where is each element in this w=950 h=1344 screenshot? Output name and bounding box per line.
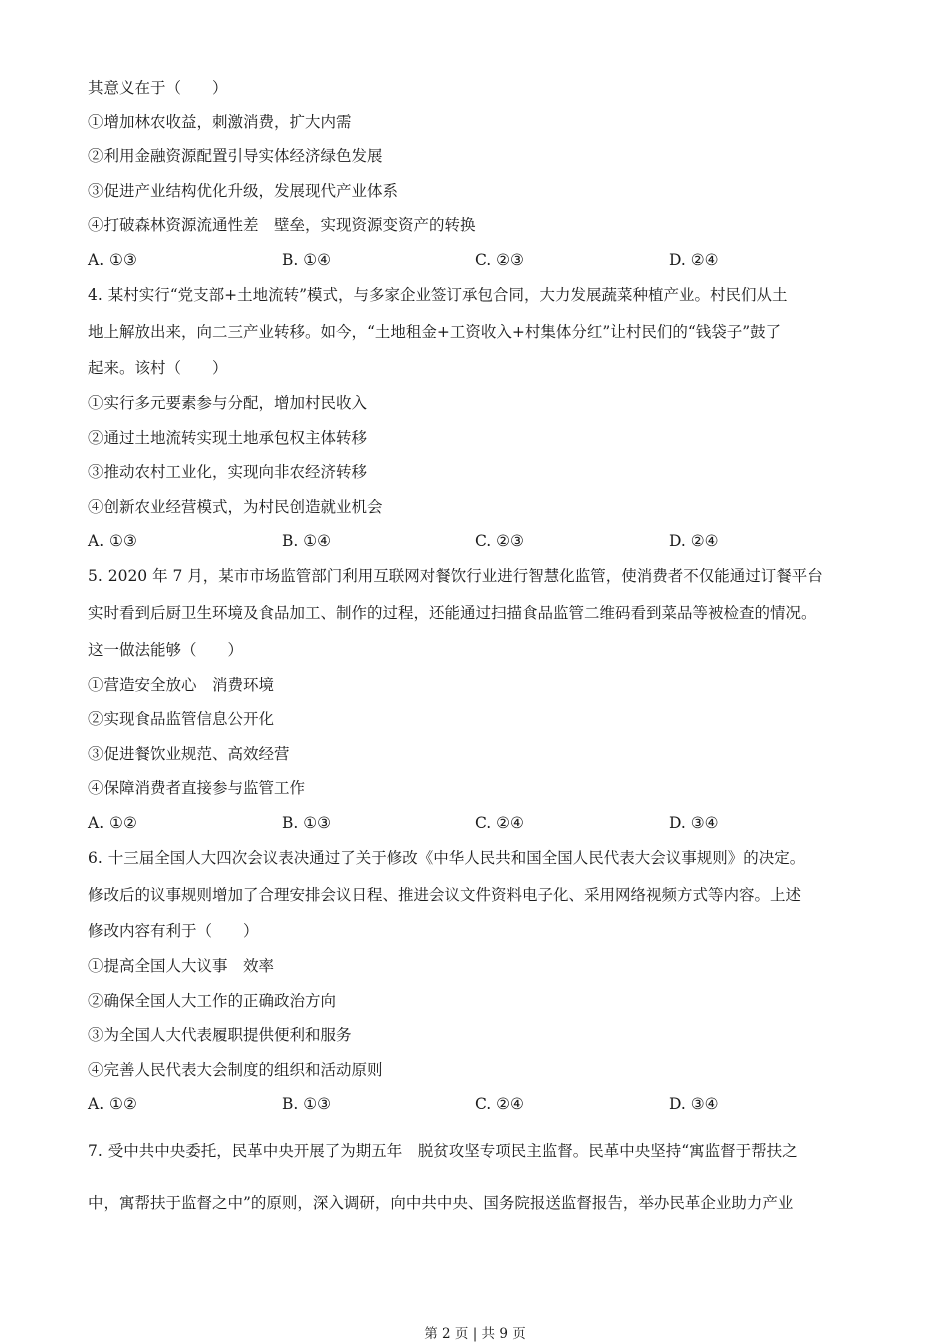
q5-option-c: C. ②④: [475, 814, 524, 832]
q7-stem-line-1: 7. 受中共中央委托，民革中央开展了为期五年 脱贫攻坚专项民主监督。民革中央坚持“寓监督于帮扶之: [88, 1142, 798, 1160]
q6-statement-1: ①提高全国人大议事 效率: [88, 957, 275, 975]
q4-stem-line-1: 4. 某村实行“党支部+土地流转”模式，与多家企业签订承包合同，大力发展蔬菜种植产业。村民们从土: [88, 286, 788, 304]
q3-option-d: D. ②④: [669, 251, 719, 269]
q4-stem-line-3: 起来。该村（ ）: [88, 359, 228, 377]
q5-option-a: A. ①②: [88, 814, 137, 832]
q6-stem-line-1: 6. 十三届全国人大四次会议表决通过了关于修改《中华人民共和国全国人民代表大会议事规则》的决定。: [88, 849, 806, 867]
q3-statement-4: ④打破森林资源流通性差 壁垒，实现资源变资产的转换: [88, 216, 476, 234]
q3-statement-2: ②利用金融资源配置引导实体经济绿色发展: [88, 147, 383, 165]
q6-stem-line-2: 修改后的议事规则增加了合理安排会议日程、推进会议文件资料电子化、采用网络视频方式等内容。上述: [88, 886, 802, 904]
q5-option-b: B. ①③: [282, 814, 332, 832]
q5-statement-3: ③促进餐饮业规范、高效经营: [88, 745, 290, 763]
q6-statement-3: ③为全国人大代表履职提供便利和服务: [88, 1026, 352, 1044]
q4-statement-1: ①实行多元要素参与分配，增加村民收入: [88, 394, 368, 412]
q4-option-c: C. ②③: [475, 532, 524, 550]
q3-stem-tail: 其意义在于（ ）: [88, 79, 228, 97]
q7-stem-line-2: 中，寓帮扶于监督之中”的原则，深入调研，向中共中央、国务院报送监督报告，举办民革企业助力产业: [88, 1194, 794, 1212]
q5-stem-line-3: 这一做法能够（ ）: [88, 641, 244, 659]
q5-statement-2: ②实现食品监管信息公开化: [88, 710, 275, 728]
q4-statement-4: ④创新农业经营模式，为村民创造就业机会: [88, 498, 383, 516]
q4-option-a: A. ①③: [88, 532, 137, 550]
q3-option-b: B. ①④: [282, 251, 332, 269]
q5-stem-line-1: 5. 2020 年 7 月，某市市场监管部门利用互联网对餐饮行业进行智慧化监管，使消费者不仅能通过订餐平台: [88, 567, 823, 585]
q3-statement-3: ③促进产业结构优化升级，发展现代产业体系: [88, 182, 399, 200]
q4-stem-line-2: 地上解放出来，向二三产业转移。如今，“土地租金+工资收入+村集体分红”让村民们的“钱袋子”鼓了: [88, 323, 782, 341]
q5-statement-4: ④保障消费者直接参与监管工作: [88, 779, 306, 797]
q6-option-b: B. ①③: [282, 1095, 332, 1113]
q4-statement-2: ②通过土地流转实现土地承包权主体转移: [88, 429, 368, 447]
q6-statement-4: ④完善人民代表大会制度的组织和活动原则: [88, 1061, 383, 1079]
q5-statement-1: ①营造安全放心 消费环境: [88, 676, 275, 694]
q4-option-b: B. ①④: [282, 532, 332, 550]
q6-option-a: A. ①②: [88, 1095, 137, 1113]
q3-statement-1: ①增加林农收益，刺激消费，扩大内需: [88, 113, 352, 131]
q3-option-c: C. ②③: [475, 251, 524, 269]
q5-option-d: D. ③④: [669, 814, 719, 832]
q5-stem-line-2: 实时看到后厨卫生环境及食品加工、制作的过程，还能通过扫描食品监管二维码看到菜品等被检查的情况。: [88, 604, 817, 622]
q6-option-c: C. ②④: [475, 1095, 524, 1113]
q6-statement-2: ②确保全国人大工作的正确政治方向: [88, 992, 337, 1010]
q4-statement-3: ③推动农村工业化，实现向非农经济转移: [88, 463, 368, 481]
q4-option-d: D. ②④: [669, 532, 719, 550]
page-footer: 第 2 页 | 共 9 页: [424, 1326, 526, 1342]
q6-option-d: D. ③④: [669, 1095, 719, 1113]
q3-option-a: A. ①③: [88, 251, 137, 269]
q6-stem-line-3: 修改内容有利于（ ）: [88, 922, 259, 940]
